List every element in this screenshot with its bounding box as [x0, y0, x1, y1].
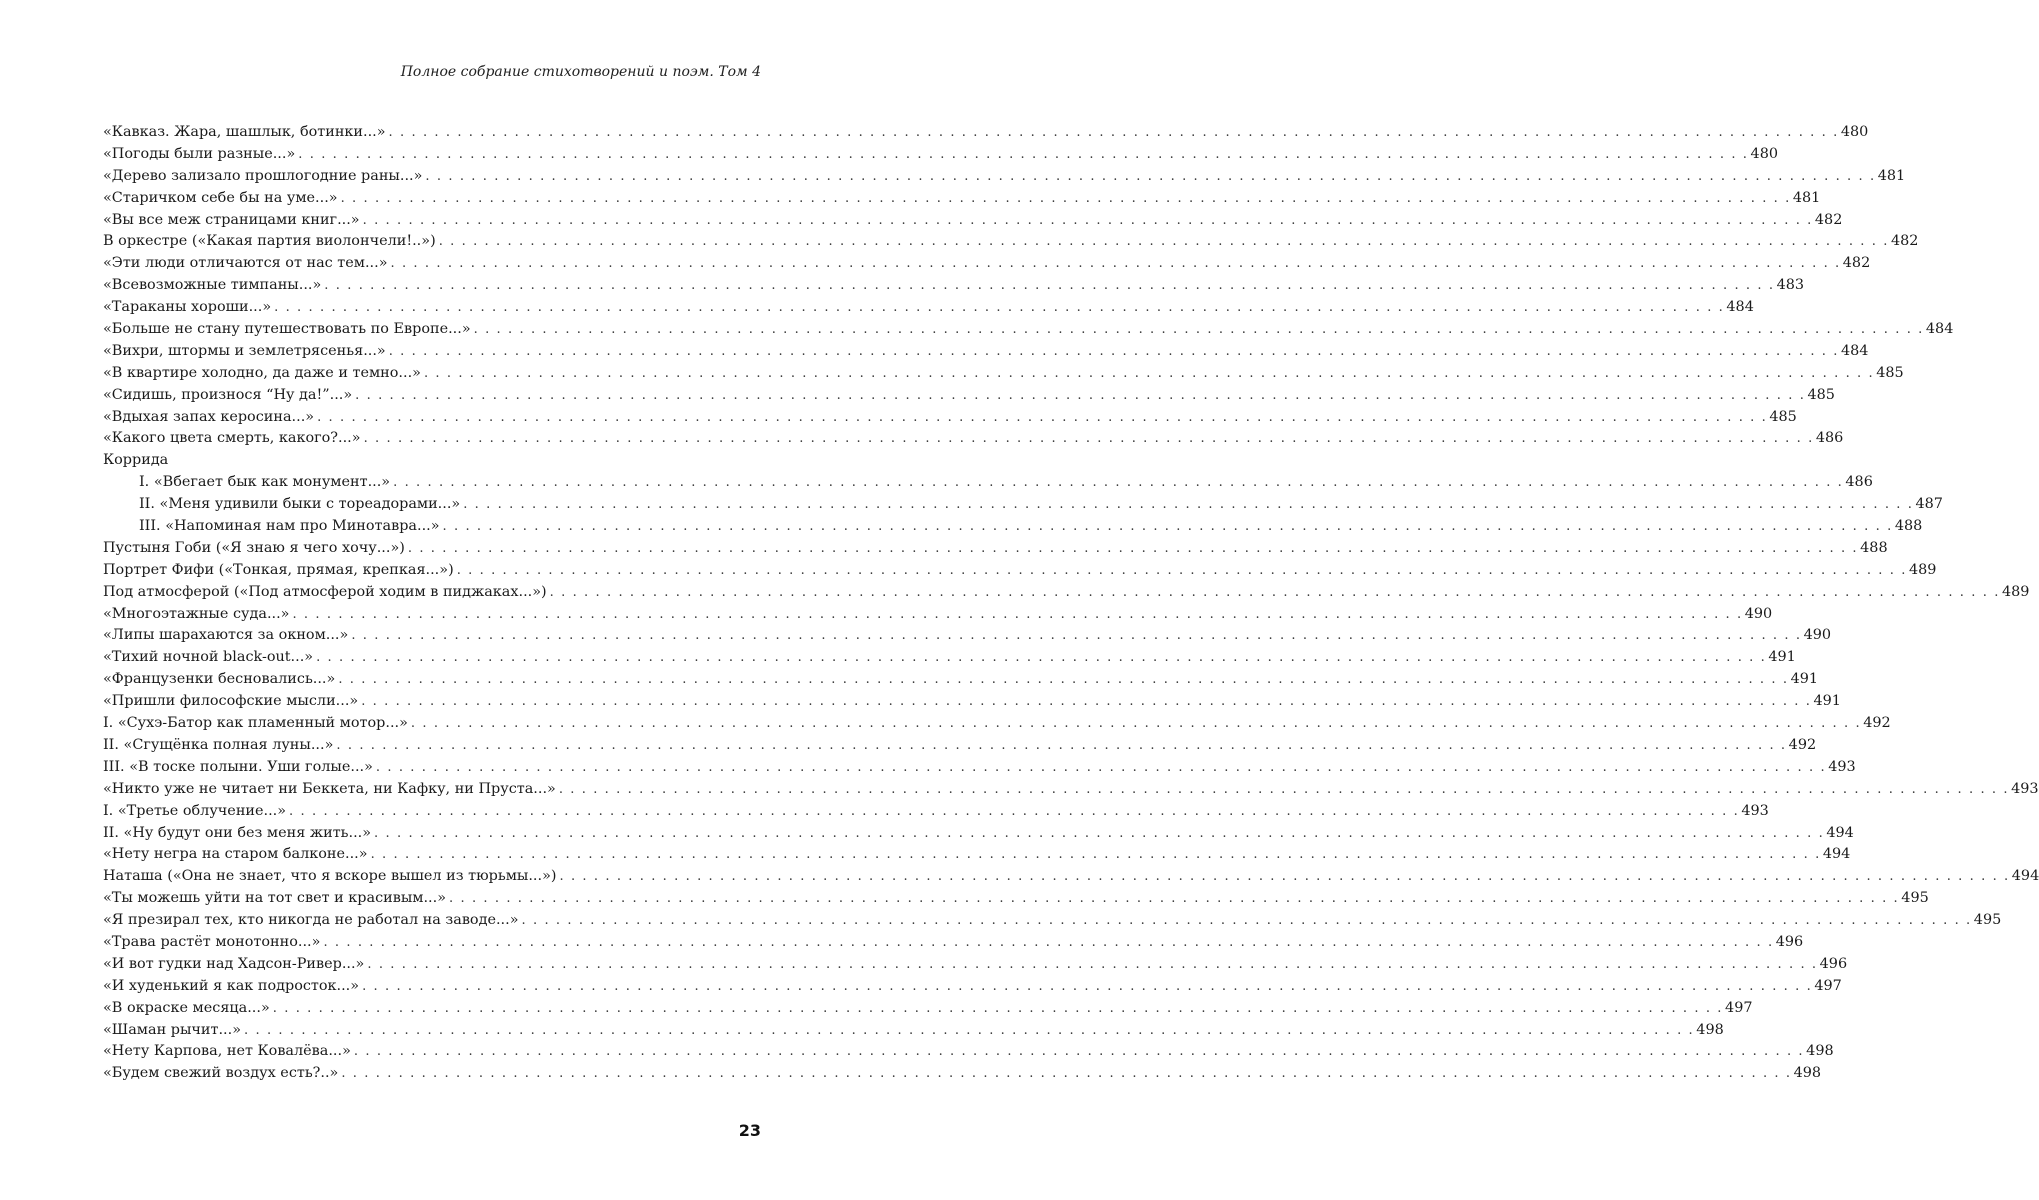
toc-entry-title: II. «Ну будут они без меня жить...»	[103, 824, 372, 841]
toc-dot-leader: . . . . . . . . . . . . . . . . . . . . . . . . . . . . . . . . . . . . . . . . . . . . . . . . . . . . . . . . . . . . . . . . . . . . . . . . . . . . . . . . . . . . . . . . . . . . . . . . . . . . . . . . . . . . . . . . . . . . . . . . . . . . . . .	[274, 300, 1725, 316]
toc-dot-leader: . . . . . . . . . . . . . . . . . . . . . . . . . . . . . . . . . . . . . . . . . . . . . . . . . . . . . . . . . . . . . . . . . . . . . . . . . . . . . . . . . . . . . . . . . . . . . . . . . . . . . . . . . . . . . . . . . . . . . . . . . . . . . . .	[317, 409, 1768, 425]
toc-entry	[103, 757, 1856, 779]
toc-entry	[103, 1063, 1822, 1085]
toc-entry	[103, 560, 1937, 582]
toc-dot-leader: . . . . . . . . . . . . . . . . . . . . . . . . . . . . . . . . . . . . . . . . . . . . . . . . . . . . . . . . . . . . . . . . . . . . . . . . . . . . . . . . . . . . . . . . . . . . . . . . . . . . . . . . . . . . . . . . . . . . . . . . . . . . . . .	[549, 584, 2000, 600]
toc-dot-leader: . . . . . . . . . . . . . . . . . . . . . . . . . . . . . . . . . . . . . . . . . . . . . . . . . . . . . . . . . . . . . . . . . . . . . . . . . . . . . . . . . . . . . . . . . . . . . . . . . . . . . . . . . . . . . . . . . . . . . . . . . . . . . . .	[363, 431, 1814, 447]
toc-entry-page: 486	[1845, 474, 1873, 491]
toc-entry-title: «Тараканы хороши...»	[103, 299, 272, 316]
toc-entry-page: 490	[1744, 605, 1773, 622]
toc-entry-title: «И вот гудки над Хадсон-Ривер...»	[103, 955, 365, 972]
toc-entry-page: 489	[2001, 583, 2030, 600]
toc-entry-title: «Кавказ. Жара, шашлык, ботинки...»	[103, 124, 386, 140]
toc-entry-title: «Нету Карпова, нет Ковалёва...»	[103, 1043, 351, 1060]
toc-dot-leader: . . . . . . . . . . . . . . . . . . . . . . . . . . . . . . . . . . . . . . . . . . . . . . . . . . . . . . . . . . . . . . . . . . . . . . . . . . . . . . . . . . . . . . . . . . . . . . . . . . . . . . . . . . . . . . . . . . . . . . . . . . . . . . .	[361, 694, 1812, 710]
toc-entry-page: 491	[1813, 693, 1841, 710]
toc-entry-title: «Нету негра на старом балконе...»	[103, 846, 368, 863]
toc-dot-leader: . . . . . . . . . . . . . . . . . . . . . . . . . . . . . . . . . . . . . . . . . . . . . . . . . . . . . . . . . . . . . . . . . . . . . . . . . . . . . . . . . . . . . . . . . . . . . . . . . . . . . . . . . . . . . . . . . . . . . . . . . . . . . . .	[521, 913, 1972, 929]
toc-entry-page: 485	[1876, 364, 1904, 381]
toc-entry-title: Коррида	[103, 452, 169, 469]
toc-entry	[103, 779, 2039, 801]
toc-entry-page: 484	[1726, 299, 1754, 316]
toc-dot-leader: . . . . . . . . . . . . . . . . . . . . . . . . . . . . . . . . . . . . . . . . . . . . . . . . . . . . . . . . . . . . . . . . . . . . . . . . . . . . . . . . . . . . . . . . . . . . . . . . . . . . . . . . . . . . . . . . . . . . . . . . . . . . . . .	[438, 234, 1889, 250]
toc-entry-title: «Погоды были разные...»	[103, 145, 296, 162]
toc-entry	[103, 144, 1779, 166]
toc-entry	[103, 823, 1854, 845]
toc-dot-leader: . . . . . . . . . . . . . . . . . . . . . . . . . . . . . . . . . . . . . . . . . . . . . . . . . . . . . . . . . . . . . . . . . . . . . . . . . . . . . . . . . . . . . . . . . . . . . . . . . . . . . . . . . . . . . . . . . . . . . . . . . . . . . . .	[388, 125, 1839, 140]
toc-entry-page: 496	[1775, 933, 1804, 950]
running-header: Полное собрание стихотворений и поэм. Том 4	[400, 64, 761, 80]
toc-dot-leader: . . . . . . . . . . . . . . . . . . . . . . . . . . . . . . . . . . . . . . . . . . . . . . . . . . . . . . . . . . . . . . . . . . . . . . . . . . . . . . . . . . . . . . . . . . . . . . . . . . . . . . . . . . . . . . . . . . . . . . . . . . . . . . .	[338, 672, 1789, 688]
toc-entry-page: 481	[1877, 167, 1906, 184]
toc-entry-title: «Многоэтажные суда...»	[103, 605, 290, 622]
toc-entry-title: Наташа («Она не знает, что я вскоре вышел из тюрьмы...»)	[103, 868, 557, 885]
toc-entry-page: 496	[1819, 955, 1848, 972]
toc-entry-title: «Я презирал тех, кто никогда не работал на заводе...»	[103, 912, 519, 929]
table-of-contents	[103, 122, 2039, 1085]
toc-dot-leader: . . . . . . . . . . . . . . . . . . . . . . . . . . . . . . . . . . . . . . . . . . . . . . . . . . . . . . . . . . . . . . . . . . . . . . . . . . . . . . . . . . . . . . . . . . . . . . . . . . . . . . . . . . . . . . . . . . . . . . . . . . . . . . .	[390, 256, 1841, 272]
toc-entry	[103, 188, 1821, 210]
toc-entry-page: 491	[1790, 671, 1819, 688]
toc-dot-leader: . . . . . . . . . . . . . . . . . . . . . . . . . . . . . . . . . . . . . . . . . . . . . . . . . . . . . . . . . . . . . . . . . . . . . . . . . . . . . . . . . . . . . . . . . . . . . . . . . . . . . . . . . . . . . . . . . . . . . . . . . . . . . . .	[393, 475, 1844, 491]
toc-entry-page: 495	[1973, 912, 2002, 929]
toc-entry-page: 494	[1826, 824, 1854, 841]
toc-entry-page: 492	[1788, 736, 1817, 753]
toc-entry-title: «Всевозможные тимпаны...»	[103, 277, 322, 294]
toc-entry	[103, 866, 2039, 888]
toc-entry	[103, 122, 1869, 144]
toc-entry-page: 481	[1792, 189, 1821, 206]
toc-entry-title: «Шаман рычит...»	[103, 1021, 242, 1038]
toc-entry-title: «Пришли философские мысли...»	[103, 693, 359, 710]
toc-entry-title: «Тихий ночной black-out...»	[103, 649, 314, 666]
toc-dot-leader: . . . . . . . . . . . . . . . . . . . . . . . . . . . . . . . . . . . . . . . . . . . . . . . . . . . . . . . . . . . . . . . . . . . . . . . . . . . . . . . . . . . . . . . . . . . . . . . . . . . . . . . . . . . . . . . . . . . . . . . . . . . . . . .	[463, 497, 1914, 513]
toc-entry-page: 482	[1842, 255, 1871, 272]
toc-entry-page: 480	[1840, 124, 1869, 140]
toc-dot-leader: . . . . . . . . . . . . . . . . . . . . . . . . . . . . . . . . . . . . . . . . . . . . . . . . . . . . . . . . . . . . . . . . . . . . . . . . . . . . . . . . . . . . . . . . . . . . . . . . . . . . . . . . . . . . . . . . . . . . . . . . . . . . . . .	[324, 278, 1775, 294]
toc-entry-page: 494	[2011, 868, 2039, 885]
toc-entry-title: «Какого цвета смерть, какого?...»	[103, 430, 361, 447]
toc-entry	[103, 1041, 1834, 1063]
toc-dot-leader: . . . . . . . . . . . . . . . . . . . . . . . . . . . . . . . . . . . . . . . . . . . . . . . . . . . . . . . . . . . . . . . . . . . . . . . . . . . . . . . . . . . . . . . . . . . . . . . . . . . . . . . . . . . . . . . . . . . . . . . . . . . . . . .	[374, 825, 1825, 841]
toc-entry-page: 493	[1828, 758, 1856, 775]
toc-entry	[103, 932, 1804, 954]
toc-entry-page: 480	[1750, 145, 1779, 162]
toc-entry	[103, 253, 1871, 275]
toc-entry-title: «И худенький я как подросток...»	[103, 977, 360, 994]
toc-entry-title: Под атмосферой («Под атмосферой ходим в пиджаках...»)	[103, 583, 547, 600]
toc-entry-title: Пустыня Гоби («Я знаю я чего хочу...»)	[103, 539, 405, 556]
toc-entry-title: Портрет Фифи («Тонкая, прямая, крепкая...»)	[103, 561, 454, 578]
toc-dot-leader: . . . . . . . . . . . . . . . . . . . . . . . . . . . . . . . . . . . . . . . . . . . . . . . . . . . . . . . . . . . . . . . . . . . . . . . . . . . . . . . . . . . . . . . . . . . . . . . . . . . . . . . . . . . . . . . . . . . . . . . . . . . . . . .	[456, 562, 1907, 578]
toc-dot-leader: . . . . . . . . . . . . . . . . . . . . . . . . . . . . . . . . . . . . . . . . . . . . . . . . . . . . . . . . . . . . . . . . . . . . . . . . . . . . . . . . . . . . . . . . . . . . . . . . . . . . . . . . . . . . . . . . . . . . . . . . . . . . . . .	[340, 190, 1791, 206]
toc-subentry	[103, 494, 1943, 516]
toc-dot-leader: . . . . . . . . . . . . . . . . . . . . . . . . . . . . . . . . . . . . . . . . . . . . . . . . . . . . . . . . . . . . . . . . . . . . . . . . . . . . . . . . . . . . . . . . . . . . . . . . . . . . . . . . . . . . . . . . . . . . . . . . . . . . . . .	[244, 1022, 1695, 1038]
toc-entry-page: 498	[1793, 1065, 1822, 1082]
toc-dot-leader: . . . . . . . . . . . . . . . . . . . . . . . . . . . . . . . . . . . . . . . . . . . . . . . . . . . . . . . . . . . . . . . . . . . . . . . . . . . . . . . . . . . . . . . . . . . . . . . . . . . . . . . . . . . . . . . . . . . . . . . . . . . . . . .	[407, 540, 1859, 556]
toc-entry-title: I. «Вбегает бык как монумент...»	[139, 474, 391, 491]
toc-dot-leader: . . . . . . . . . . . . . . . . . . . . . . . . . . . . . . . . . . . . . . . . . . . . . . . . . . . . . . . . . . . . . . . . . . . . . . . . . . . . . . . . . . . . . . . . . . . . . . . . . . . . . . . . . . . . . . . . . . . . . . . . . . . . . . .	[425, 168, 1876, 184]
toc-dot-leader: . . . . . . . . . . . . . . . . . . . . . . . . . . . . . . . . . . . . . . . . . . . . . . . . . . . . . . . . . . . . . . . . . . . . . . . . . . . . . . . . . . . . . . . . . . . . . . . . . . . . . . . . . . . . . . . . . . . . . . . . . . . . . . .	[367, 956, 1818, 972]
toc-entry	[103, 319, 1954, 341]
toc-entry-title: «Дерево зализало прошлогодние раны...»	[103, 167, 423, 184]
toc-dot-leader: . . . . . . . . . . . . . . . . . . . . . . . . . . . . . . . . . . . . . . . . . . . . . . . . . . . . . . . . . . . . . . . . . . . . . . . . . . . . . . . . . . . . . . . . . . . . . . . . . . . . . . . . . . . . . . . . . . . . . . . . . . . . . . .	[449, 891, 1900, 907]
toc-dot-leader: . . . . . . . . . . . . . . . . . . . . . . . . . . . . . . . . . . . . . . . . . . . . . . . . . . . . . . . . . . . . . . . . . . . . . . . . . . . . . . . . . . . . . . . . . . . . . . . . . . . . . . . . . . . . . . . . . . . . . . . . . . . . . . .	[362, 978, 1813, 994]
toc-entry-page: 497	[1725, 999, 1753, 1016]
toc-entry-page: 486	[1815, 430, 1844, 447]
toc-entry-title: «Больше не стану путешествовать по Европе...»	[103, 321, 471, 338]
toc-dot-leader: . . . . . . . . . . . . . . . . . . . . . . . . . . . . . . . . . . . . . . . . . . . . . . . . . . . . . . . . . . . . . . . . . . . . . . . . . . . . . . . . . . . . . . . . . . . . . . . . . . . . . . . . . . . . . . . . . . . . . . . . . . . . . . .	[423, 365, 1875, 381]
toc-entry-page: 493	[2011, 780, 2039, 797]
toc-dot-leader: . . . . . . . . . . . . . . . . . . . . . . . . . . . . . . . . . . . . . . . . . . . . . . . . . . . . . . . . . . . . . . . . . . . . . . . . . . . . . . . . . . . . . . . . . . . . . . . . . . . . . . . . . . . . . . . . . . . . . . . . . . . . . . .	[370, 847, 1821, 863]
toc-dot-leader: . . . . . . . . . . . . . . . . . . . . . . . . . . . . . . . . . . . . . . . . . . . . . . . . . . . . . . . . . . . . . . . . . . . . . . . . . . . . . . . . . . . . . . . . . . . . . . . . . . . . . . . . . . . . . . . . . . . . . . . . . . . . . . .	[289, 803, 1740, 819]
toc-entry-title: «Липы шарахаются за окном...»	[103, 627, 349, 644]
toc-entry	[103, 385, 1835, 407]
toc-dot-leader: . . . . . . . . . . . . . . . . . . . . . . . . . . . . . . . . . . . . . . . . . . . . . . . . . . . . . . . . . . . . . . . . . . . . . . . . . . . . . . . . . . . . . . . . . . . . . . . . . . . . . . . . . . . . . . . . . . . . . . . . . . . . . . .	[351, 628, 1802, 644]
toc-entry-title: В оркестре («Какая партия виолончели!..»)	[103, 233, 436, 250]
toc-entry	[103, 450, 761, 472]
toc-entry	[103, 669, 1819, 691]
toc-entry	[103, 363, 1904, 385]
toc-dot-leader: . . . . . . . . . . . . . . . . . . . . . . . . . . . . . . . . . . . . . . . . . . . . . . . . . . . . . . . . . . . . . . . . . . . . . . . . . . . . . . . . . . . . . . . . . . . . . . . . . . . . . . . . . . . . . . . . . . . . . . . . . . . . . . .	[410, 716, 1862, 732]
toc-entry	[103, 231, 1919, 253]
toc-dot-leader: . . . . . . . . . . . . . . . . . . . . . . . . . . . . . . . . . . . . . . . . . . . . . . . . . . . . . . . . . . . . . . . . . . . . . . . . . . . . . . . . . . . . . . . . . . . . . . . . . . . . . . . . . . . . . . . . . . . . . . . . . . . . . . .	[298, 146, 1749, 162]
toc-entry	[103, 844, 1851, 866]
toc-entry	[103, 954, 1848, 976]
toc-entry-page: 498	[1696, 1021, 1724, 1038]
toc-entry	[103, 210, 1843, 232]
toc-entry	[103, 604, 1773, 626]
toc-entry-title: «Вы все меж страницами книг...»	[103, 211, 360, 228]
toc-entry	[103, 1020, 1724, 1042]
toc-entry-title: «Эти люди отличаются от нас тем...»	[103, 255, 388, 272]
toc-entry-page: 482	[1814, 211, 1843, 228]
toc-entry-title: «Старичком себе бы на уме...»	[103, 189, 338, 206]
page-number: 23	[738, 1121, 761, 1140]
toc-dot-leader: . . . . . . . . . . . . . . . . . . . . . . . . . . . . . . . . . . . . . . . . . . . . . . . . . . . . . . . . . . . . . . . . . . . . . . . . . . . . . . . . . . . . . . . . . . . . . . . . . . . . . . . . . . . . . . . . . . . . . . . . . . . . . . .	[362, 212, 1813, 228]
toc-entry	[103, 888, 1929, 910]
toc-entry-page: 498	[1806, 1043, 1834, 1060]
toc-entry-page: 497	[1814, 977, 1842, 994]
toc-entry	[103, 166, 1906, 188]
toc-dot-leader: . . . . . . . . . . . . . . . . . . . . . . . . . . . . . . . . . . . . . . . . . . . . . . . . . . . . . . . . . . . . . . . . . . . . . . . . . . . . . . . . . . . . . . . . . . . . . . . . . . . . . . . . . . . . . . . . . . . . . . . . . . . . . . .	[388, 343, 1839, 359]
toc-entry-page: 488	[1860, 539, 1888, 556]
toc-entry-page: 493	[1741, 802, 1769, 819]
toc-entry-title: I. «Третье облучение...»	[103, 802, 287, 819]
toc-dot-leader: . . . . . . . . . . . . . . . . . . . . . . . . . . . . . . . . . . . . . . . . . . . . . . . . . . . . . . . . . . . . . . . . . . . . . . . . . . . . . . . . . . . . . . . . . . . . . . . . . . . . . . . . . . . . . . . . . . . . . . . . . . . . . . .	[473, 322, 1924, 338]
toc-subentry	[103, 472, 1873, 494]
toc-entry	[103, 428, 1844, 450]
toc-entry-page: 484	[1841, 342, 1869, 359]
toc-entry	[103, 691, 1841, 713]
toc-entry-page: 487	[1915, 496, 1943, 513]
toc-entry	[103, 713, 1891, 735]
toc-dot-leader: . . . . . . . . . . . . . . . . . . . . . . . . . . . . . . . . . . . . . . . . . . . . . . . . . . . . . . . . . . . . . . . . . . . . . . . . . . . . . . . . . . . . . . . . . . . . . . . . . . . . . . . . . . . . . . . . . . . . . . . . . . . . . . .	[375, 759, 1827, 775]
toc-entry-title: «Ты можешь уйти на тот свет и красивым...»	[103, 890, 447, 907]
toc-entry	[103, 735, 1817, 757]
toc-dot-leader: . . . . . . . . . . . . . . . . . . . . . . . . . . . . . . . . . . . . . . . . . . . . . . . . . . . . . . . . . . . . . . . . . . . . . . . . . . . . . . . . . . . . . . . . . . . . . . . . . . . . . . . . . . . . . . . . . . . . . . . . . . . . . . .	[341, 1066, 1792, 1082]
toc-entry-title: «Сидишь, произнося “Ну да!”...»	[103, 386, 353, 403]
toc-entry	[103, 275, 1805, 297]
toc-entry-title: «В квартире холодно, да даже и темно...»	[103, 364, 421, 381]
toc-entry	[103, 801, 1769, 823]
toc-dot-leader: . . . . . . . . . . . . . . . . . . . . . . . . . . . . . . . . . . . . . . . . . . . . . . . . . . . . . . . . . . . . . . . . . . . . . . . . . . . . . . . . . . . . . . . . . . . . . . . . . . . . . . . . . . . . . . . . . . . . . . . . . . . . . . .	[558, 781, 2010, 797]
toc-entry-page: 484	[1925, 321, 1954, 338]
toc-entry	[103, 341, 1869, 363]
toc-entry-title: III. «Напоминая нам про Минотавра...»	[139, 518, 440, 535]
toc-entry-title: III. «В тоске полыни. Уши голые...»	[103, 758, 373, 775]
toc-entry-page: 483	[1776, 277, 1805, 294]
toc-entry-title: «В окраске месяца...»	[103, 999, 270, 1016]
toc-entry	[103, 647, 1796, 669]
toc-entry-title: II. «Меня удивили быки с тореадорами...»	[139, 496, 461, 513]
toc-dot-leader: . . . . . . . . . . . . . . . . . . . . . . . . . . . . . . . . . . . . . . . . . . . . . . . . . . . . . . . . . . . . . . . . . . . . . . . . . . . . . . . . . . . . . . . . . . . . . . . . . . . . . . . . . . . . . . . . . . . . . . . . . . . . . . .	[336, 737, 1787, 753]
toc-entry	[103, 582, 2030, 604]
toc-entry-page: 489	[1908, 561, 1937, 578]
toc-dot-leader: . . . . . . . . . . . . . . . . . . . . . . . . . . . . . . . . . . . . . . . . . . . . . . . . . . . . . . . . . . . . . . . . . . . . . . . . . . . . . . . . . . . . . . . . . . . . . . . . . . . . . . . . . . . . . . . . . . . . . . . . . . . . . . .	[442, 519, 1893, 535]
toc-dot-leader: . . . . . . . . . . . . . . . . . . . . . . . . . . . . . . . . . . . . . . . . . . . . . . . . . . . . . . . . . . . . . . . . . . . . . . . . . . . . . . . . . . . . . . . . . . . . . . . . . . . . . . . . . . . . . . . . . . . . . . . . . . . . . . .	[272, 1000, 1724, 1016]
toc-entry-title: «Вдыхая запах керосина...»	[103, 408, 315, 425]
toc-entry-page: 494	[1822, 846, 1851, 863]
toc-dot-leader: . . . . . . . . . . . . . . . . . . . . . . . . . . . . . . . . . . . . . . . . . . . . . . . . . . . . . . . . . . . . . . . . . . . . . . . . . . . . . . . . . . . . . . . . . . . . . . . . . . . . . . . . . . . . . . . . . . . . . . . . . . . . . . .	[355, 387, 1806, 403]
toc-entry-title: «Вихри, штормы и землетрясенья...»	[103, 342, 386, 359]
toc-entry-page: 482	[1890, 233, 1919, 250]
toc-entry-page: 485	[1769, 408, 1797, 425]
toc-entry-page: 488	[1894, 518, 1923, 535]
toc-entry-page: 490	[1803, 627, 1832, 644]
toc-entry-page: 491	[1768, 649, 1796, 666]
toc-entry-page: 492	[1863, 715, 1891, 732]
toc-entry-title: I. «Сухэ-Батор как пламенный мотор...»	[103, 715, 408, 732]
toc-subentry	[103, 516, 1923, 538]
toc-entry	[103, 407, 1797, 429]
toc-dot-leader: . . . . . . . . . . . . . . . . . . . . . . . . . . . . . . . . . . . . . . . . . . . . . . . . . . . . . . . . . . . . . . . . . . . . . . . . . . . . . . . . . . . . . . . . . . . . . . . . . . . . . . . . . . . . . . . . . . . . . . . . . . . . . . .	[323, 934, 1774, 950]
toc-entry-title: «Никто уже не читает ни Беккета, ни Кафку, ни Пруста...»	[103, 780, 556, 797]
toc-entry	[103, 976, 1842, 998]
toc-entry-title: II. «Сгущёнка полная луны...»	[103, 736, 334, 753]
toc-entry	[103, 625, 1832, 647]
toc-dot-leader: . . . . . . . . . . . . . . . . . . . . . . . . . . . . . . . . . . . . . . . . . . . . . . . . . . . . . . . . . . . . . . . . . . . . . . . . . . . . . . . . . . . . . . . . . . . . . . . . . . . . . . . . . . . . . . . . . . . . . . . . . . . . . . .	[353, 1044, 1805, 1060]
toc-entry-title: «Будем свежий воздух есть?..»	[103, 1065, 339, 1082]
toc-entry-page: 495	[1901, 890, 1929, 907]
toc-entry	[103, 538, 1888, 560]
toc-entry	[103, 910, 2002, 932]
toc-dot-leader: . . . . . . . . . . . . . . . . . . . . . . . . . . . . . . . . . . . . . . . . . . . . . . . . . . . . . . . . . . . . . . . . . . . . . . . . . . . . . . . . . . . . . . . . . . . . . . . . . . . . . . . . . . . . . . . . . . . . . . . . . . . . . . .	[316, 650, 1767, 666]
toc-dot-leader: . . . . . . . . . . . . . . . . . . . . . . . . . . . . . . . . . . . . . . . . . . . . . . . . . . . . . . . . . . . . . . . . . . . . . . . . . . . . . . . . . . . . . . . . . . . . . . . . . . . . . . . . . . . . . . . . . . . . . . . . . . . . . . .	[559, 869, 2010, 885]
toc-entry	[103, 297, 1754, 319]
toc-entry	[103, 998, 1753, 1020]
toc-entry-page: 485	[1807, 386, 1835, 403]
toc-dot-leader: . . . . . . . . . . . . . . . . . . . . . . . . . . . . . . . . . . . . . . . . . . . . . . . . . . . . . . . . . . . . . . . . . . . . . . . . . . . . . . . . . . . . . . . . . . . . . . . . . . . . . . . . . . . . . . . . . . . . . . . . . . . . . . .	[292, 606, 1743, 622]
toc-entry-title: «Французенки бесновались...»	[103, 671, 336, 688]
toc-entry-title: «Трава растёт монотонно...»	[103, 933, 321, 950]
